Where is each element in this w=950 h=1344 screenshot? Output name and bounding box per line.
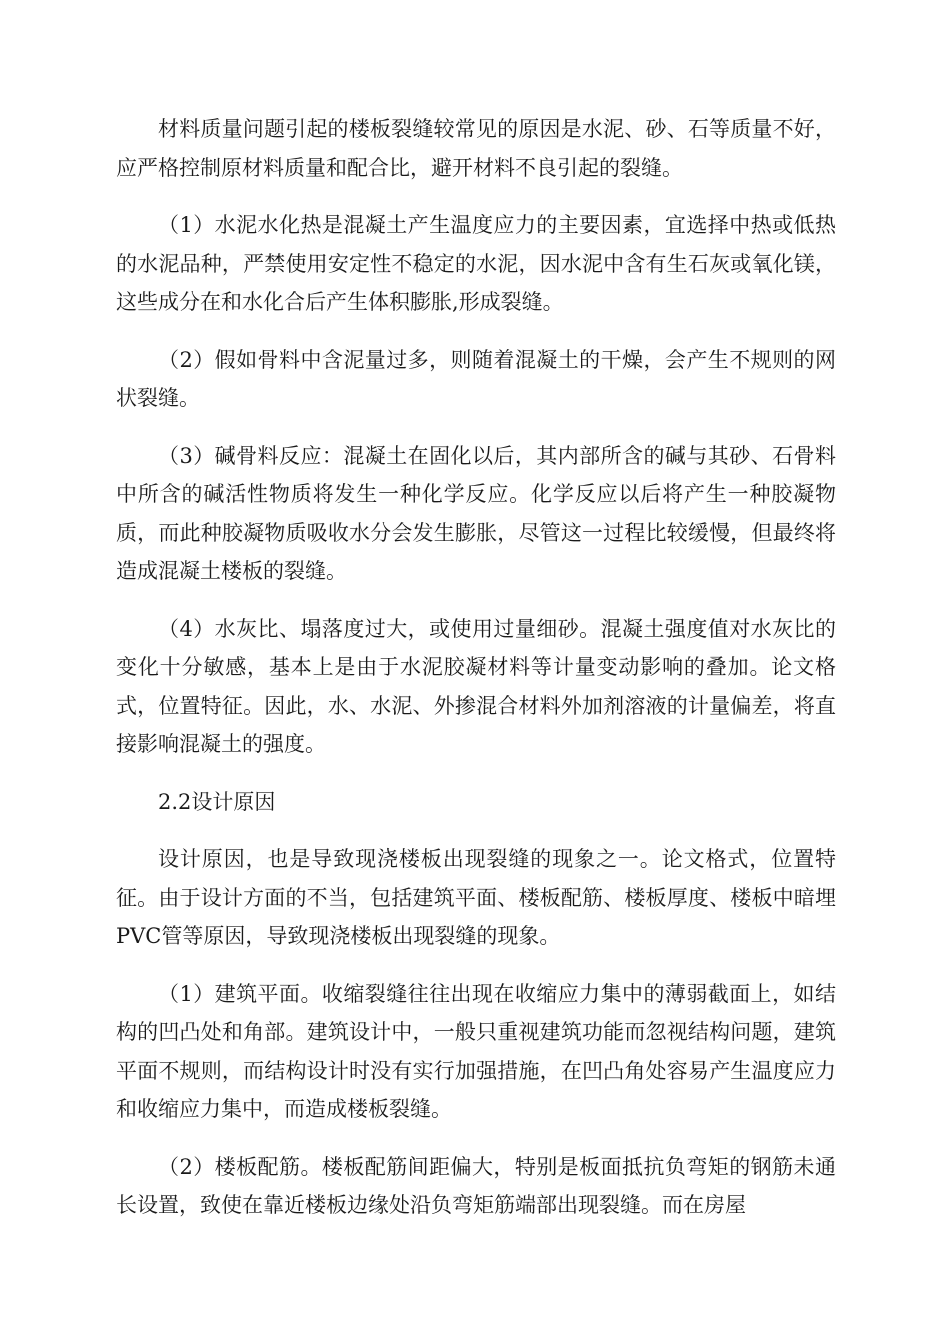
section-heading-design-causes: 2.2设计原因 (158, 789, 276, 814)
paragraph-slab-reinforcement: （2）楼板配筋。楼板配筋间距偏大，特别是板面抵抗负弯矩的钢筋未通长设置，致使在靠近楼板边缘处沿负弯矩筋端部出现裂缝。而在房屋 (116, 1154, 836, 1217)
paragraph-design-causes-intro: 设计原因，也是导致现浇楼板出现裂缝的现象之一。论文格式，位置特征。由于设计方面的不当，包括建筑平面、楼板配筋、楼板厚度、楼板中暗埋PVC管等原因，导致现浇楼板出现裂缝的现象。 (116, 847, 836, 948)
document-body (116, 110, 836, 1244)
paragraph-water-cement-ratio: （4）水灰比、塌落度过大，或使用过量细砂。混凝土强度值对水灰比的变化十分敏感，基本上是由于水泥胶凝材料等计量变动影响的叠加。论文格式，位置特征。因此，水、水泥、外掺混合材料外加剂溶液的计量偏差，将直接影响混凝土的强度。 (116, 616, 836, 756)
paragraph-alkali-aggregate-reaction: （3）碱骨料反应：混凝土在固化以后，其内部所含的碱与其砂、石骨料中所含的碱活性物质将发生一种化学反应。化学反应以后将产生一种胶凝物质，而此种胶凝物质吸收水分会发生膨胀，尽管这一过程比较缓慢，但最终将造成混凝土楼板的裂缝。 (116, 443, 836, 583)
paragraph-material-quality: 材料质量问题引起的楼板裂缝较常见的原因是水泥、砂、石等质量不好，应严格控制原材料质量和配合比，避开材料不良引起的裂缝。 (116, 117, 836, 180)
paragraph-aggregate-mud-content: （2）假如骨料中含泥量过多，则随着混凝土的干燥，会产生不规则的网状裂缝。 (116, 347, 836, 410)
paragraph-building-plan: （1）建筑平面。收缩裂缝往往出现在收缩应力集中的薄弱截面上，如结构的凹凸处和角部。建筑设计中，一般只重视建筑功能而忽视结构问题，建筑平面不规则，而结构设计时没有实行加强措施，在凹凸角处容易产生温度应力和收缩应力集中，而造成楼板裂缝。 (116, 981, 836, 1121)
paragraph-cement-hydration-heat: （1）水泥水化热是混凝土产生温度应力的主要因素，宜选择中热或低热的水泥品种，严禁使用安定性不稳定的水泥，因水泥中含有生石灰或氧化镁，这些成分在和水化合后产生体积膨胀,形成裂缝。 (116, 213, 836, 314)
